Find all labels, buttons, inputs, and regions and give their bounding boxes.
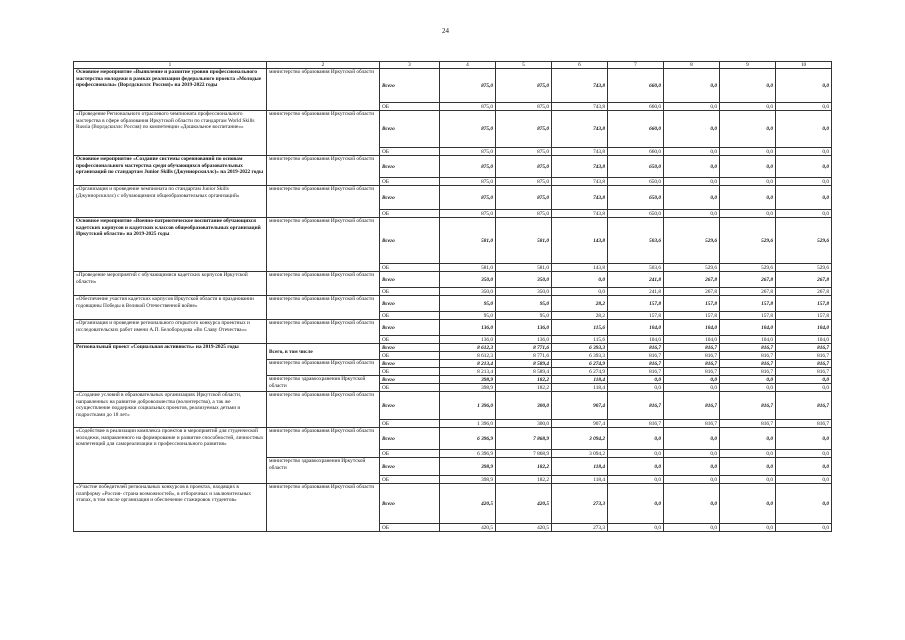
amount-cell: 0,0 — [664, 376, 720, 384]
amount-cell: 0,0 — [720, 458, 776, 476]
amount-cell: 875,0 — [440, 178, 496, 186]
amount-cell: 0,0 — [608, 524, 664, 532]
amount-cell: 0,0 — [720, 524, 776, 532]
amount-cell: 581,0 — [440, 218, 496, 264]
amount-cell: 104,0 — [664, 320, 720, 336]
activity-name: Основное мероприятие «Выявление и развитие уровня профессионального мастерства молодежи в рамках реализации федерального проекта «Молодые профессионалы» (Ворлдскиллс Россия)» на 2019-2022 годы — [74, 69, 267, 111]
amount-cell: 273,3 — [552, 524, 608, 532]
amount-cell: 816,7 — [776, 420, 832, 428]
amount-cell: 0,0 — [720, 148, 776, 156]
amount-cell: 95,0 — [496, 296, 552, 312]
amount-cell: 136,0 — [496, 336, 552, 344]
funding-type: ОБ — [380, 420, 440, 428]
amount-cell: 0,0 — [608, 384, 664, 392]
amount-cell: 157,8 — [608, 312, 664, 320]
amount-cell: 104,0 — [776, 336, 832, 344]
amount-cell: 0,0 — [720, 484, 776, 524]
amount-cell: 420,5 — [440, 484, 496, 524]
amount-cell: 8 213,4 — [440, 368, 496, 376]
amount-cell: 0,0 — [720, 186, 776, 210]
amount-cell: 6 396,9 — [440, 450, 496, 458]
amount-cell: 660,0 — [608, 103, 664, 111]
amount-cell: 8 589,4 — [496, 360, 552, 368]
amount-cell: 157,8 — [776, 312, 832, 320]
table-row — [74, 344, 832, 352]
table-row — [74, 392, 832, 420]
amount-cell: 267,8 — [664, 272, 720, 288]
amount-cell: 350,0 — [496, 272, 552, 288]
executor: министерство образования Иркутской области — [267, 320, 380, 344]
amount-cell: 816,7 — [720, 368, 776, 376]
funding-type: Всего — [380, 376, 440, 384]
amount-cell: 6 393,3 — [552, 344, 608, 352]
funding-type: Всего — [380, 218, 440, 264]
amount-cell: 143,8 — [552, 264, 608, 272]
executor: министерство образования Иркутской области — [267, 156, 380, 186]
amount-cell: 273,3 — [552, 484, 608, 524]
amount-cell: 816,7 — [608, 420, 664, 428]
funding-type: ОБ — [380, 336, 440, 344]
amount-cell: 115,6 — [552, 320, 608, 336]
amount-cell: 300,0 — [496, 392, 552, 420]
funding-type: Всего — [380, 484, 440, 524]
amount-cell: 1 396,0 — [440, 392, 496, 420]
amount-cell: 581,0 — [496, 218, 552, 264]
amount-cell: 420,5 — [496, 484, 552, 524]
amount-cell: 0,0 — [608, 376, 664, 384]
header-cell: 5 — [496, 62, 552, 69]
amount-cell: 0,0 — [720, 69, 776, 103]
amount-cell: 816,7 — [608, 344, 664, 352]
amount-cell: 743,8 — [552, 111, 608, 148]
header-cell: 2 — [267, 62, 380, 69]
amount-cell: 157,8 — [720, 312, 776, 320]
header-cell: 1 — [74, 62, 267, 69]
amount-cell: 816,7 — [776, 360, 832, 368]
amount-cell: 8 612,3 — [440, 344, 496, 352]
amount-cell: 3 094,2 — [552, 450, 608, 458]
amount-cell: 0,0 — [664, 210, 720, 218]
executor: министерство образования Иркутской области — [267, 272, 380, 296]
amount-cell: 581,0 — [496, 264, 552, 272]
amount-cell: 907,4 — [552, 420, 608, 428]
amount-cell: 267,8 — [664, 288, 720, 296]
amount-cell: 660,0 — [608, 69, 664, 103]
amount-cell: 875,0 — [496, 69, 552, 103]
header-cell: 7 — [608, 62, 664, 69]
amount-cell: 7 868,9 — [496, 450, 552, 458]
amount-cell: 660,0 — [608, 148, 664, 156]
table-row — [74, 484, 832, 524]
activity-name: «Создание условий в образовательных организациях Иркутской области, направленных на развитие добровольчества (волонтерства), а так же осуществление поддержки социальных проектов, реализуемых детьми и подростками до 18 лет» — [74, 392, 267, 428]
amount-cell: 28,2 — [552, 312, 608, 320]
amount-cell: 743,8 — [552, 69, 608, 103]
amount-cell: 0,0 — [664, 450, 720, 458]
amount-cell: 650,0 — [608, 156, 664, 178]
amount-cell: 0,0 — [776, 156, 832, 178]
amount-cell: 816,7 — [664, 360, 720, 368]
funding-type: Всего — [380, 392, 440, 420]
funding-type: Всего — [380, 344, 440, 352]
amount-cell: 875,0 — [496, 103, 552, 111]
amount-cell: 157,8 — [776, 296, 832, 312]
funding-type: ОБ — [380, 178, 440, 186]
executor: министерство образования Иркутской области — [267, 360, 380, 376]
funding-type: Всего — [380, 69, 440, 103]
funding-type: ОБ — [380, 103, 440, 111]
amount-cell: 157,8 — [664, 296, 720, 312]
amount-cell: 816,7 — [608, 392, 664, 420]
funding-type: ОБ — [380, 524, 440, 532]
table-row — [74, 428, 832, 450]
amount-cell: 0,0 — [720, 450, 776, 458]
executor: Всего, в том числе — [267, 344, 380, 360]
amount-cell: 875,0 — [496, 178, 552, 186]
amount-cell: 743,8 — [552, 103, 608, 111]
executor: министерство образования Иркутской области — [267, 218, 380, 272]
funding-type: Всего — [380, 360, 440, 368]
amount-cell: 118,4 — [552, 476, 608, 484]
amount-cell: 875,0 — [496, 148, 552, 156]
amount-cell: 157,8 — [608, 296, 664, 312]
table-row — [74, 69, 832, 103]
amount-cell: 529,6 — [720, 218, 776, 264]
executor: министерство образования Иркутской области — [267, 392, 380, 428]
amount-cell: 0,0 — [720, 111, 776, 148]
page-number: 24 — [442, 27, 449, 35]
amount-cell: 875,0 — [440, 103, 496, 111]
table-row — [74, 320, 832, 336]
amount-cell: 0,0 — [608, 450, 664, 458]
amount-cell: 118,4 — [552, 376, 608, 384]
amount-cell: 104,0 — [664, 336, 720, 344]
amount-cell: 8 589,4 — [496, 368, 552, 376]
amount-cell: 115,6 — [552, 336, 608, 344]
amount-cell: 267,8 — [720, 288, 776, 296]
amount-cell: 0,0 — [776, 186, 832, 210]
amount-cell: 875,0 — [440, 186, 496, 210]
amount-cell: 816,7 — [664, 352, 720, 360]
table-row — [74, 296, 832, 312]
amount-cell: 0,0 — [776, 103, 832, 111]
amount-cell: 6 396,9 — [440, 428, 496, 450]
activity-name: «Содействие в реализации комплекса проектов и мероприятий для студенческой молодежи, направленного на формирование и развитие способностей, личностных компетенций для самореализации и профессионального развития» — [74, 428, 267, 484]
activity-name: Основное мероприятие «Военно-патриотическое воспитание обучающихся кадетских корпусов и кадетских классов общеобразовательных организаций Иркутской области» на 2019-2025 годы — [74, 218, 267, 272]
executor: министерство образования Иркутской области — [267, 186, 380, 218]
funding-type: ОБ — [380, 312, 440, 320]
amount-cell: 529,6 — [664, 218, 720, 264]
amount-cell: 0,0 — [664, 148, 720, 156]
amount-cell: 0,0 — [608, 428, 664, 450]
amount-cell: 104,0 — [608, 336, 664, 344]
executor: министерство образования Иркутской области — [267, 428, 380, 458]
amount-cell: 0,0 — [720, 428, 776, 450]
amount-cell: 104,0 — [776, 320, 832, 336]
table-row — [74, 111, 832, 148]
amount-cell: 743,8 — [552, 148, 608, 156]
amount-cell: 743,8 — [552, 210, 608, 218]
amount-cell: 0,0 — [552, 288, 608, 296]
amount-cell: 875,0 — [440, 156, 496, 178]
funding-type: ОБ — [380, 288, 440, 296]
amount-cell: 241,8 — [608, 272, 664, 288]
amount-cell: 7 868,9 — [496, 428, 552, 450]
amount-cell: 0,0 — [720, 103, 776, 111]
amount-cell: 816,7 — [720, 420, 776, 428]
amount-cell: 816,7 — [720, 344, 776, 352]
table-row — [74, 156, 832, 178]
activity-name: «Участие победителей региональных конкурсов в проектах, входящих в платформу «Россия- страна возможностей», в отборочных и заключительных этапах, в том числе организация и обеспечение стажировок студентов» — [74, 484, 267, 532]
amount-cell: 95,0 — [496, 312, 552, 320]
amount-cell: 0,0 — [776, 111, 832, 148]
header-cell: 10 — [776, 62, 832, 69]
amount-cell: 816,7 — [776, 352, 832, 360]
amount-cell: 104,0 — [720, 336, 776, 344]
funding-type: ОБ — [380, 368, 440, 376]
amount-cell: 0,0 — [720, 210, 776, 218]
table-row — [74, 272, 832, 288]
amount-cell: 816,7 — [720, 392, 776, 420]
amount-cell: 136,0 — [496, 320, 552, 336]
header-row — [74, 62, 832, 69]
amount-cell: 0,0 — [664, 428, 720, 450]
amount-cell: 743,8 — [552, 178, 608, 186]
amount-cell: 0,0 — [664, 178, 720, 186]
funding-type: Всего — [380, 111, 440, 148]
amount-cell: 136,0 — [440, 336, 496, 344]
amount-cell: 104,0 — [608, 320, 664, 336]
amount-cell: 816,7 — [664, 420, 720, 428]
amount-cell: 267,8 — [776, 288, 832, 296]
amount-cell: 118,4 — [552, 458, 608, 476]
amount-cell: 503,6 — [608, 264, 664, 272]
amount-cell: 8 771,6 — [496, 352, 552, 360]
amount-cell: 398,9 — [440, 476, 496, 484]
amount-cell: 6 393,3 — [552, 352, 608, 360]
amount-cell: 503,6 — [608, 218, 664, 264]
amount-cell: 0,0 — [608, 484, 664, 524]
amount-cell: 157,8 — [720, 296, 776, 312]
amount-cell: 0,0 — [720, 476, 776, 484]
executor: министерство здравоохранения Иркутской области — [267, 376, 380, 392]
amount-cell: 350,0 — [496, 288, 552, 296]
amount-cell: 650,0 — [608, 186, 664, 210]
amount-cell: 136,0 — [440, 320, 496, 336]
amount-cell: 875,0 — [496, 156, 552, 178]
executor: министерство здравоохранения Иркутской области — [267, 458, 380, 484]
funding-type: Всего — [380, 272, 440, 288]
amount-cell: 0,0 — [776, 210, 832, 218]
amount-cell: 241,8 — [608, 288, 664, 296]
amount-cell: 816,7 — [608, 368, 664, 376]
funding-type: ОБ — [380, 264, 440, 272]
funding-type: ОБ — [380, 384, 440, 392]
amount-cell: 650,0 — [608, 210, 664, 218]
funding-type: ОБ — [380, 352, 440, 360]
funding-type: ОБ — [380, 210, 440, 218]
activity-name: «Проведение мероприятий с обучающимися кадетских корпусов Иркутской области» — [74, 272, 267, 296]
amount-cell: 0,0 — [664, 458, 720, 476]
amount-cell: 182,2 — [496, 376, 552, 384]
amount-cell: 743,8 — [552, 186, 608, 210]
amount-cell: 8 213,4 — [440, 360, 496, 368]
amount-cell: 0,0 — [776, 384, 832, 392]
amount-cell: 350,0 — [440, 288, 496, 296]
amount-cell: 420,5 — [440, 524, 496, 532]
activity-name: Основное мероприятие «Создание системы соревнований по основам профессионального мастерства среди обучающихся образовательных организаций по стандартам Junior Skills (Джуниорскиллс)» на 2019-2022 годы — [74, 156, 267, 186]
header-cell: 6 — [552, 62, 608, 69]
amount-cell: 0,0 — [664, 111, 720, 148]
funding-type: Всего — [380, 428, 440, 450]
amount-cell: 0,0 — [776, 484, 832, 524]
amount-cell: 398,9 — [440, 376, 496, 384]
header-cell: 9 — [720, 62, 776, 69]
amount-cell: 118,4 — [552, 384, 608, 392]
amount-cell: 0,0 — [608, 476, 664, 484]
amount-cell: 0,0 — [776, 148, 832, 156]
amount-cell: 28,2 — [552, 296, 608, 312]
amount-cell: 0,0 — [664, 103, 720, 111]
amount-cell: 875,0 — [440, 69, 496, 103]
amount-cell: 0,0 — [776, 458, 832, 476]
amount-cell: 875,0 — [496, 111, 552, 148]
amount-cell: 0,0 — [776, 476, 832, 484]
amount-cell: 0,0 — [720, 178, 776, 186]
amount-cell: 0,0 — [720, 376, 776, 384]
header-cell: 3 — [380, 62, 440, 69]
funding-type: Всего — [380, 186, 440, 210]
amount-cell: 6 274,9 — [552, 368, 608, 376]
amount-cell: 300,0 — [496, 420, 552, 428]
header-cell: 4 — [440, 62, 496, 69]
amount-cell: 0,0 — [776, 524, 832, 532]
amount-cell: 529,6 — [776, 264, 832, 272]
amount-cell: 420,5 — [496, 524, 552, 532]
amount-cell: 529,6 — [720, 264, 776, 272]
amount-cell: 6 274,9 — [552, 360, 608, 368]
amount-cell: 0,0 — [776, 450, 832, 458]
amount-cell: 8 612,3 — [440, 352, 496, 360]
amount-cell: 182,2 — [496, 476, 552, 484]
amount-cell: 398,9 — [440, 384, 496, 392]
amount-cell: 875,0 — [440, 210, 496, 218]
amount-cell: 0,0 — [720, 384, 776, 392]
table-row — [74, 218, 832, 264]
funding-type: ОБ — [380, 476, 440, 484]
amount-cell: 816,7 — [776, 368, 832, 376]
amount-cell: 816,7 — [776, 344, 832, 352]
amount-cell: 95,0 — [440, 312, 496, 320]
amount-cell: 0,0 — [720, 156, 776, 178]
amount-cell: 95,0 — [440, 296, 496, 312]
amount-cell: 350,0 — [440, 272, 496, 288]
amount-cell: 0,0 — [664, 384, 720, 392]
amount-cell: 157,8 — [664, 312, 720, 320]
amount-cell: 816,7 — [664, 344, 720, 352]
amount-cell: 398,9 — [440, 458, 496, 476]
executor: министерство образования Иркутской области — [267, 69, 380, 111]
funding-type: ОБ — [380, 450, 440, 458]
amount-cell: 0,0 — [776, 376, 832, 384]
funding-type: Всего — [380, 296, 440, 312]
amount-cell: 907,4 — [552, 392, 608, 420]
amount-cell: 0,0 — [664, 476, 720, 484]
amount-cell: 875,0 — [440, 148, 496, 156]
amount-cell: 0,0 — [664, 156, 720, 178]
amount-cell: 0,0 — [664, 69, 720, 103]
funding-type: Всего — [380, 458, 440, 476]
amount-cell: 182,2 — [496, 384, 552, 392]
amount-cell: 660,0 — [608, 111, 664, 148]
header-cell: 8 — [664, 62, 720, 69]
amount-cell: 743,8 — [552, 156, 608, 178]
budget-table — [73, 61, 832, 532]
amount-cell: 816,7 — [720, 360, 776, 368]
amount-cell: 816,7 — [664, 392, 720, 420]
amount-cell: 875,0 — [496, 186, 552, 210]
amount-cell: 3 094,2 — [552, 428, 608, 450]
amount-cell: 1 396,0 — [440, 420, 496, 428]
amount-cell: 0,0 — [664, 186, 720, 210]
amount-cell: 816,7 — [608, 360, 664, 368]
amount-cell: 0,0 — [776, 178, 832, 186]
amount-cell: 0,0 — [552, 272, 608, 288]
amount-cell: 8 771,6 — [496, 344, 552, 352]
activity-name: «Обеспечение участия кадетских корпусов Иркутской области в праздновании годовщины Победы в Великой Отечественной войне» — [74, 296, 267, 320]
amount-cell: 816,7 — [720, 352, 776, 360]
amount-cell: 0,0 — [776, 428, 832, 450]
amount-cell: 104,0 — [720, 320, 776, 336]
amount-cell: 0,0 — [608, 458, 664, 476]
amount-cell: 875,0 — [440, 111, 496, 148]
amount-cell: 581,0 — [440, 264, 496, 272]
amount-cell: 0,0 — [664, 484, 720, 524]
funding-type: Всего — [380, 320, 440, 336]
amount-cell: 816,7 — [776, 392, 832, 420]
amount-cell: 816,7 — [664, 368, 720, 376]
executor: министерство образования Иркутской области — [267, 484, 380, 532]
funding-type: ОБ — [380, 148, 440, 156]
activity-name: Региональный проект «Социальная активность» на 2019-2025 годы — [74, 344, 267, 392]
amount-cell: 650,0 — [608, 178, 664, 186]
amount-cell: 529,6 — [776, 218, 832, 264]
amount-cell: 143,8 — [552, 218, 608, 264]
activity-name: «Организация и проведение чемпионата по стандартам Junior Skills (Джуниорскиллс) с обучающимися общеобразовательных организаций» — [74, 186, 267, 218]
amount-cell: 182,2 — [496, 458, 552, 476]
table-row — [74, 186, 832, 210]
amount-cell: 0,0 — [664, 524, 720, 532]
amount-cell: 267,8 — [776, 272, 832, 288]
amount-cell: 529,6 — [664, 264, 720, 272]
activity-name: «Организация и проведение регионального открытого конкурса проектных и исследовательских работ имени А.П. Белобородова «Во Славу Отечества»» — [74, 320, 267, 344]
executor: министерство образования Иркутской области — [267, 296, 380, 320]
amount-cell: 267,8 — [720, 272, 776, 288]
amount-cell: 0,0 — [776, 69, 832, 103]
executor: министерство образования Иркутской области — [267, 111, 380, 156]
amount-cell: 875,0 — [496, 210, 552, 218]
activity-name: «Проведение Регионального отраслевого чемпионата профессионального мастерства в сфере образования Иркутской области по стандартам World Skills Russia (Ворлдскиллс Россия) по компетенции «Дошкольное воспитание»» — [74, 111, 267, 156]
funding-type: Всего — [380, 156, 440, 178]
amount-cell: 816,7 — [608, 352, 664, 360]
